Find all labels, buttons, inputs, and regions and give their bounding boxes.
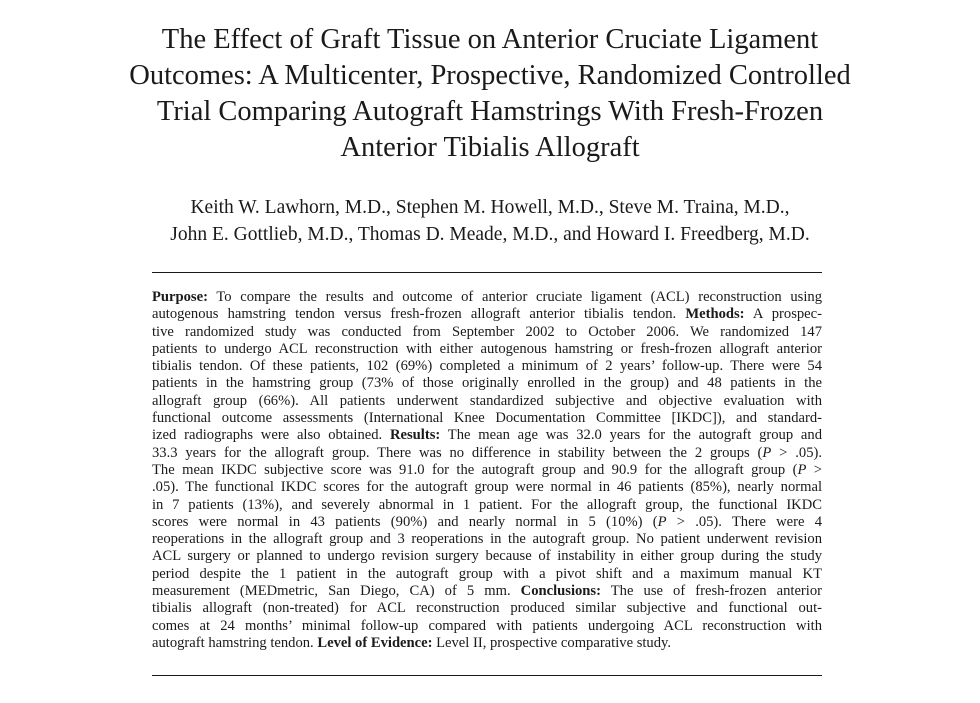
section-label: Results:	[389, 427, 441, 444]
abstract-text: autogenous hamstring tendon versus fresh-frozen allograft anterior tibialis tendon.	[152, 306, 686, 323]
section-label: Level of Evidence:	[317, 634, 433, 651]
abstract-line	[152, 566, 822, 583]
abstract-text: comes at 24 months’ minimal follow-up compared with patients undergoing ACL reconstruction with	[152, 617, 822, 634]
abstract-line	[152, 600, 822, 617]
title-line: The Effect of Graft Tissue on Anterior Cruciate Ligament	[161, 24, 819, 55]
abstract	[152, 289, 822, 652]
abstract-text: >	[806, 461, 822, 478]
abstract-text: ACL surgery or planned to undergo revision surgery because of instability in either group during the study	[152, 548, 822, 565]
abstract-text: ized radiographs were also obtained.	[152, 427, 390, 444]
abstract-text: scores were normal in 43 patients (90%) and nearly normal in 5 (10%) (	[152, 513, 658, 530]
abstract-text: autograft hamstring tendon.	[152, 634, 318, 651]
abstract-line	[152, 289, 822, 306]
abstract-line	[152, 497, 822, 514]
abstract-text: .05). The functional IKDC scores for the autograft group were normal in 46 patients (85%), nearly normal	[152, 479, 822, 496]
abstract-line	[152, 358, 822, 375]
abstract-text: To compare the results and outcome of anterior cruciate ligament (ACL) reconstruction using	[207, 289, 822, 305]
abstract-text: tive randomized study was conducted from September 2002 to October 2006. We randomized 147	[152, 323, 822, 340]
author-list	[0, 194, 980, 248]
abstract-text: A prospec-	[744, 306, 822, 323]
italic-symbol: P	[797, 461, 807, 478]
abstract-text: The mean IKDC subjective score was 91.0 for the autograft group and 90.9 for the allograft group (	[152, 461, 798, 478]
abstract-line	[152, 341, 822, 358]
section-label: Purpose:	[152, 289, 208, 305]
bottom-divider	[152, 675, 822, 676]
top-divider	[152, 272, 822, 273]
title-line: Trial Comparing Autograft Hamstrings With Fresh-Frozen	[156, 96, 824, 127]
abstract-text: patients to undergo ACL reconstruction with either autogenous hamstring or fresh-frozen allograft anterior	[152, 340, 822, 357]
abstract-text: period despite the 1 patient in the autograft group with a pivot shift and a maximum manual KT	[152, 565, 822, 582]
section-label: Conclusions:	[520, 583, 601, 600]
abstract-text: patients in the hamstring group (73% of those originally enrolled in the group) and 48 patients in the	[152, 375, 822, 392]
abstract-text: reoperations in the allograft group and 3 reoperations in the autograft group. No patient underwent revision	[152, 531, 822, 548]
paper-title	[0, 22, 980, 166]
author-line: John E. Gottlieb, M.D., Thomas D. Meade, M.D., and Howard I. Freedberg, M.D.	[170, 224, 810, 245]
abstract-text: tibialis allograft (non-treated) for ACL reconstruction produced similar subjective and functional out-	[152, 600, 822, 617]
abstract-line	[152, 583, 822, 600]
abstract-line	[152, 427, 822, 444]
abstract-line	[152, 393, 822, 410]
abstract-text: Level II, prospective comparative study.	[432, 634, 672, 651]
italic-symbol: P	[762, 444, 772, 461]
abstract-text: The use of fresh-frozen anterior	[600, 583, 822, 600]
abstract-line	[152, 479, 822, 496]
author-line: Keith W. Lawhorn, M.D., Stephen M. Howell, M.D., Steve M. Traina, M.D.,	[190, 197, 790, 218]
abstract-text: > .05). There were 4	[666, 513, 822, 530]
abstract-line	[152, 462, 822, 479]
title-line: Anterior Tibialis Allograft	[340, 132, 640, 163]
abstract-line	[152, 635, 822, 652]
abstract-text: in 7 patients (13%), and severely abnormal in 1 patient. For the allograft group, the functional IKDC	[152, 496, 822, 513]
abstract-line	[152, 306, 822, 323]
abstract-line	[152, 324, 822, 341]
abstract-line	[152, 514, 822, 531]
abstract-text: measurement (MEDmetric, San Diego, CA) of 5 mm.	[152, 583, 521, 600]
abstract-text: functional outcome assessments (International Knee Documentation Committee [IKDC]), and standard-	[152, 410, 822, 427]
abstract-text: allograft group (66%). All patients underwent standardized subjective and objective evaluation with	[152, 392, 822, 409]
abstract-line	[152, 548, 822, 565]
abstract-text: The mean age was 32.0 years for the autograft group and	[440, 427, 822, 444]
abstract-line	[152, 531, 822, 548]
italic-symbol: P	[657, 513, 667, 530]
abstract-line	[152, 445, 822, 462]
abstract-line	[152, 410, 822, 427]
abstract-text: > .05).	[771, 444, 823, 461]
abstract-line	[152, 618, 822, 635]
abstract-text: tibialis tendon. Of these patients, 102 (69%) completed a minimum of 2 years’ follow-up. There were 54	[152, 358, 822, 375]
abstract-text: 33.3 years for the allograft group. There was no difference in stability between the 2 groups (	[152, 444, 763, 461]
section-label: Methods:	[685, 306, 745, 323]
abstract-line	[152, 375, 822, 392]
title-line: Outcomes: A Multicenter, Prospective, Randomized Controlled	[129, 60, 851, 91]
